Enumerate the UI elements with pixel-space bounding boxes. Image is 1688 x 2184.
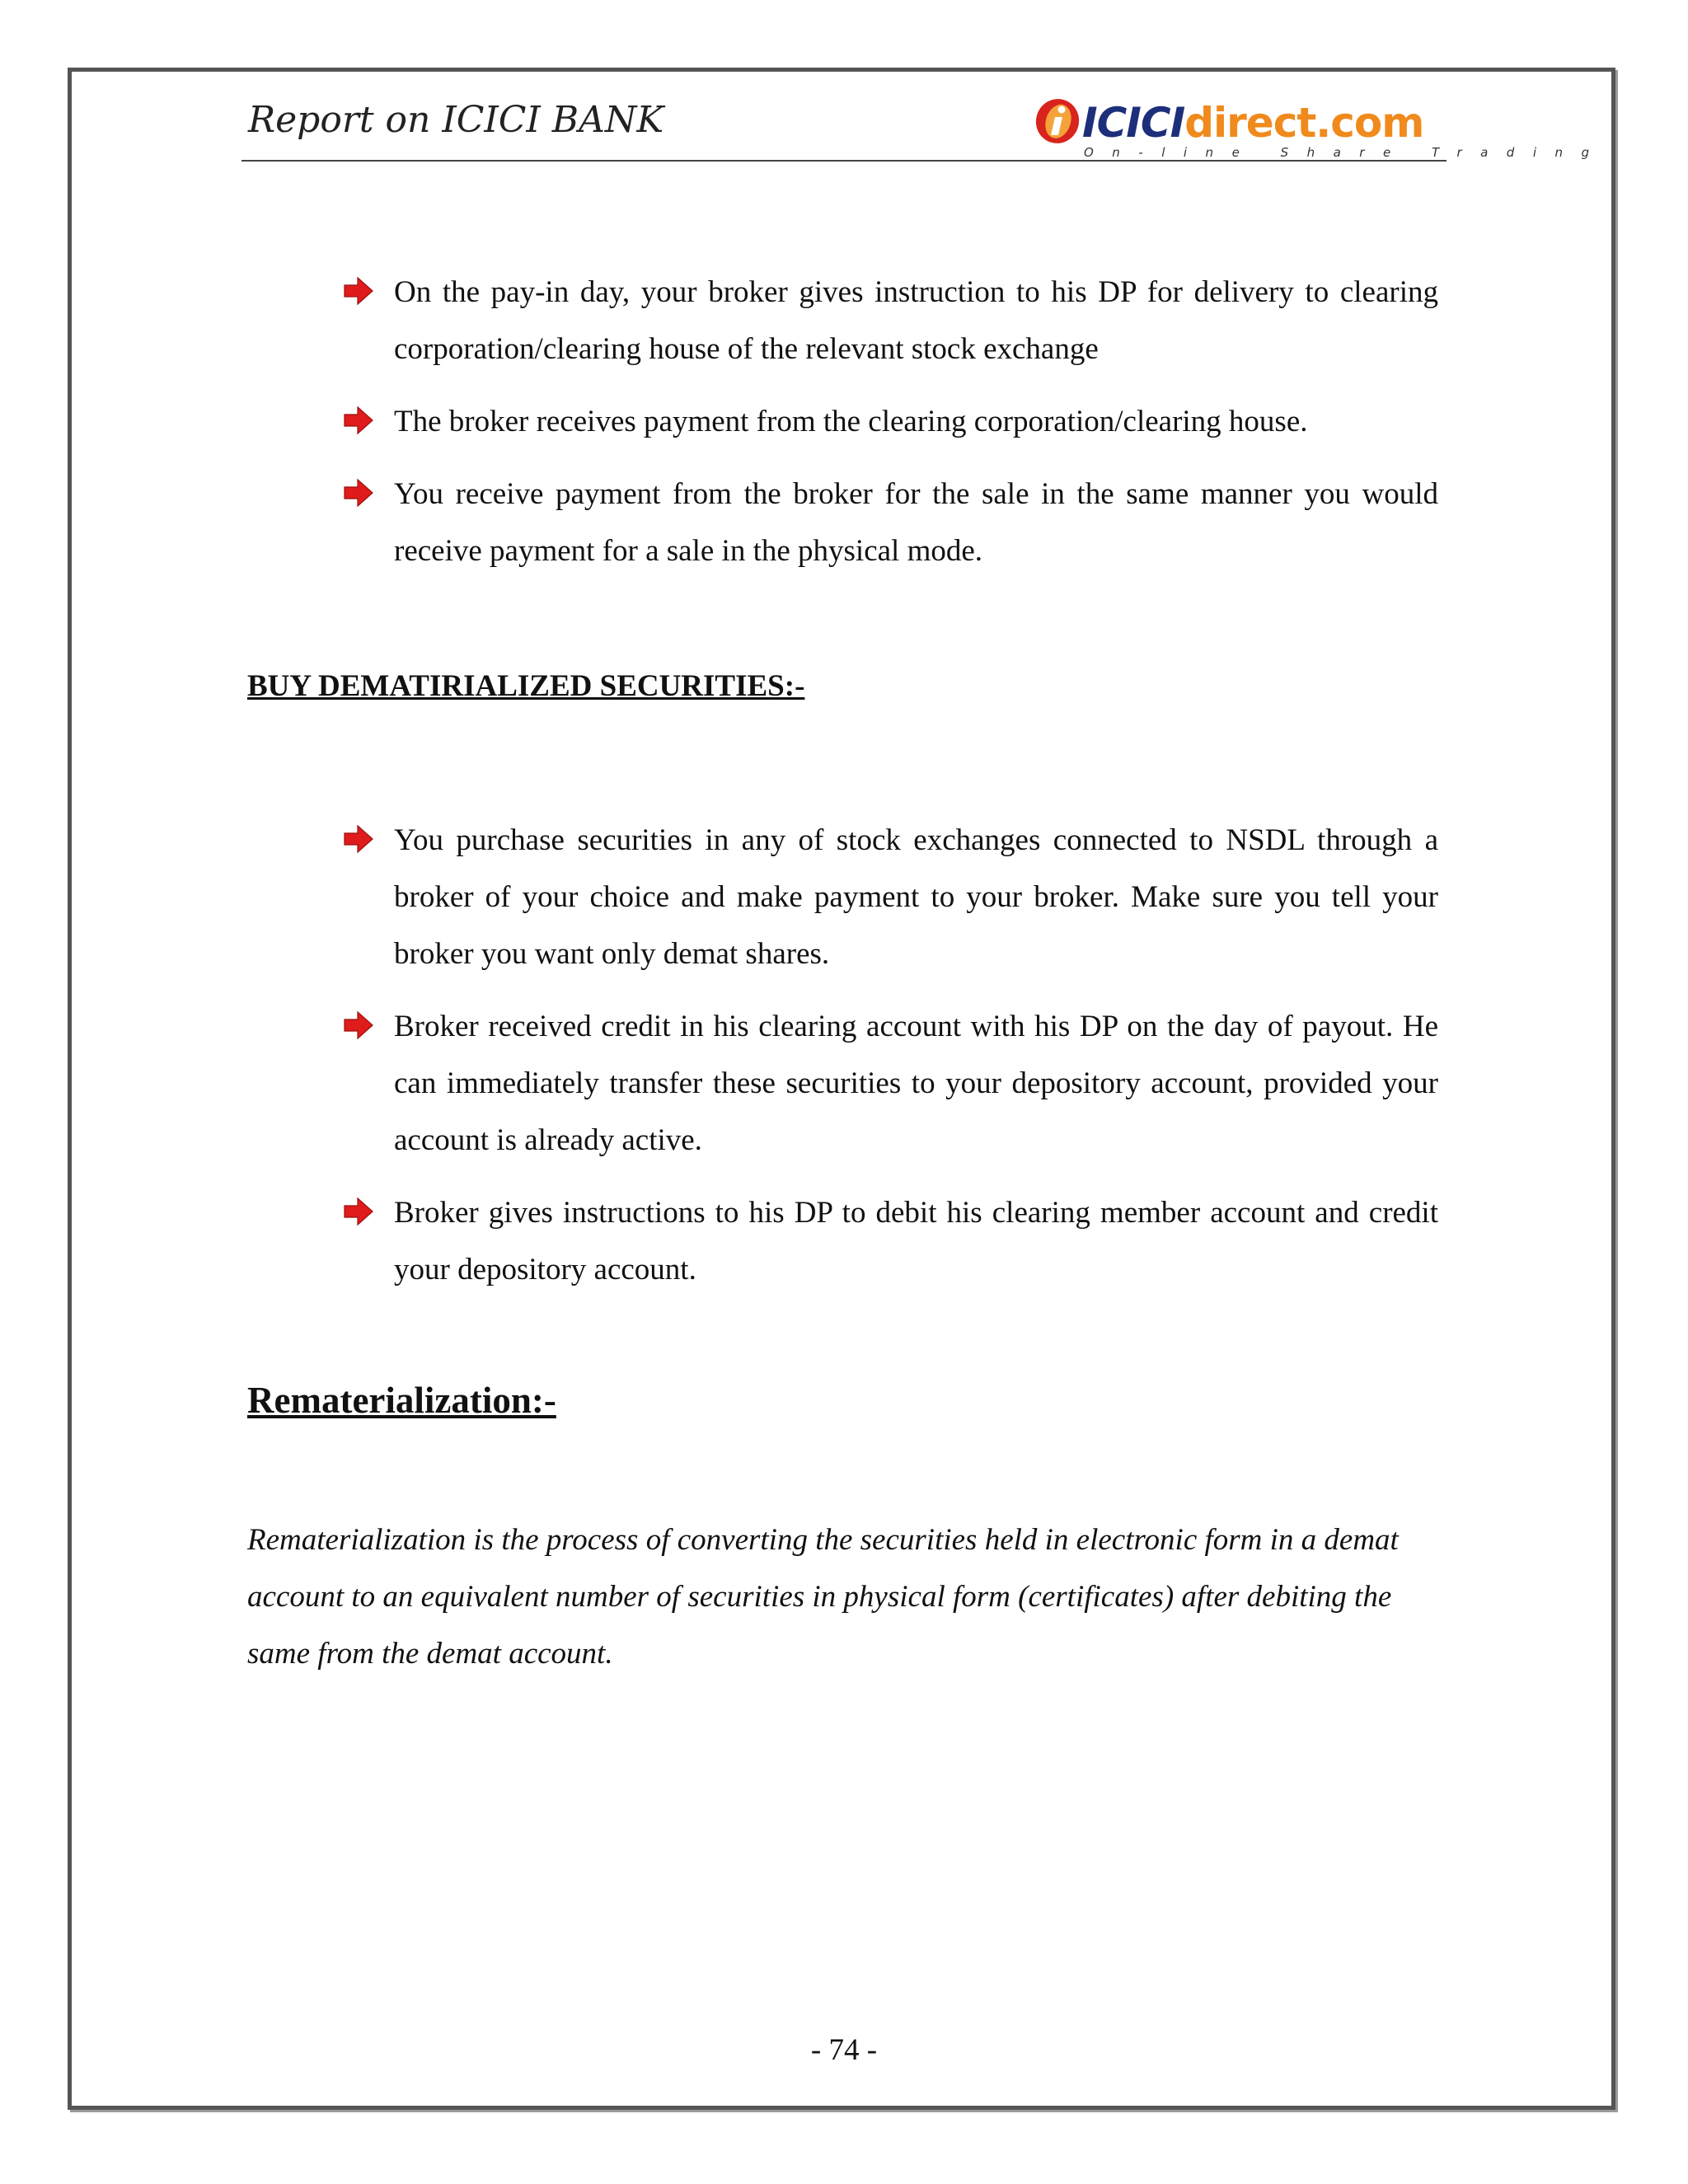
sell-bullet-list (247, 264, 1438, 579)
logo-tagline: On-line Share Trading (1084, 145, 1608, 160)
page-header (241, 87, 1608, 162)
logo-brand: ICICI (1082, 99, 1185, 147)
list-item (394, 998, 1438, 1169)
logo-wordmark (1082, 99, 1423, 147)
red-arrow-icon (343, 275, 374, 307)
bullet-text: You receive payment from the broker for the sale in the same manner you would receive payment for a sale in the physical mode. (394, 477, 1438, 568)
icici-i-logo-icon (1033, 96, 1082, 147)
bullet-text: Broker gives instructions to his DP to debit his clearing member account and credit your depository account. (394, 1196, 1438, 1286)
red-arrow-icon (343, 405, 374, 436)
list-item (394, 393, 1438, 450)
bullet-text: The broker receives payment from the clearing corporation/clearing house. (394, 405, 1308, 438)
list-item (394, 466, 1438, 579)
list-item (394, 1184, 1438, 1298)
buy-section-heading: BUY DEMATIRIALIZED SECURITIES:- (247, 669, 805, 703)
list-item (394, 812, 1438, 982)
page-content (247, 264, 1438, 1682)
logo-brand-suffix: direct.com (1184, 99, 1424, 147)
icici-direct-logo (1033, 96, 1608, 162)
bullet-text: You purchase securities in any of stock exchanges connected to NSDL through a broker of your choice and make payment to your broker. Make sure you tell your broker you want only demat shares. (394, 823, 1438, 971)
bullet-text: On the pay-in day, your broker gives instruction to his DP for delivery to clearing corporation/clearing house of the relevant stock exchange (394, 275, 1438, 366)
buy-bullet-list (247, 812, 1438, 1298)
red-arrow-icon (343, 823, 374, 855)
red-arrow-icon (343, 1010, 374, 1041)
red-arrow-icon (343, 1196, 374, 1227)
red-arrow-icon (343, 477, 374, 509)
list-item (394, 264, 1438, 377)
bullet-text: Broker received credit in his clearing account with his DP on the day of payout. He can immediately transfer these securities to your depository account, provided your account is already active. (394, 1010, 1438, 1157)
page-number: - 74 - (810, 2033, 878, 2067)
rematerialization-paragraph: Rematerialization is the process of converting the securities held in electronic form in a demat account to an equivalent number of securities in physical form (certificates) after debiting the same from the demat account. (247, 1523, 1399, 1671)
rematerialization-heading: Rematerialization:- (247, 1380, 556, 1421)
header-title: Report on ICICI BANK (248, 99, 664, 141)
